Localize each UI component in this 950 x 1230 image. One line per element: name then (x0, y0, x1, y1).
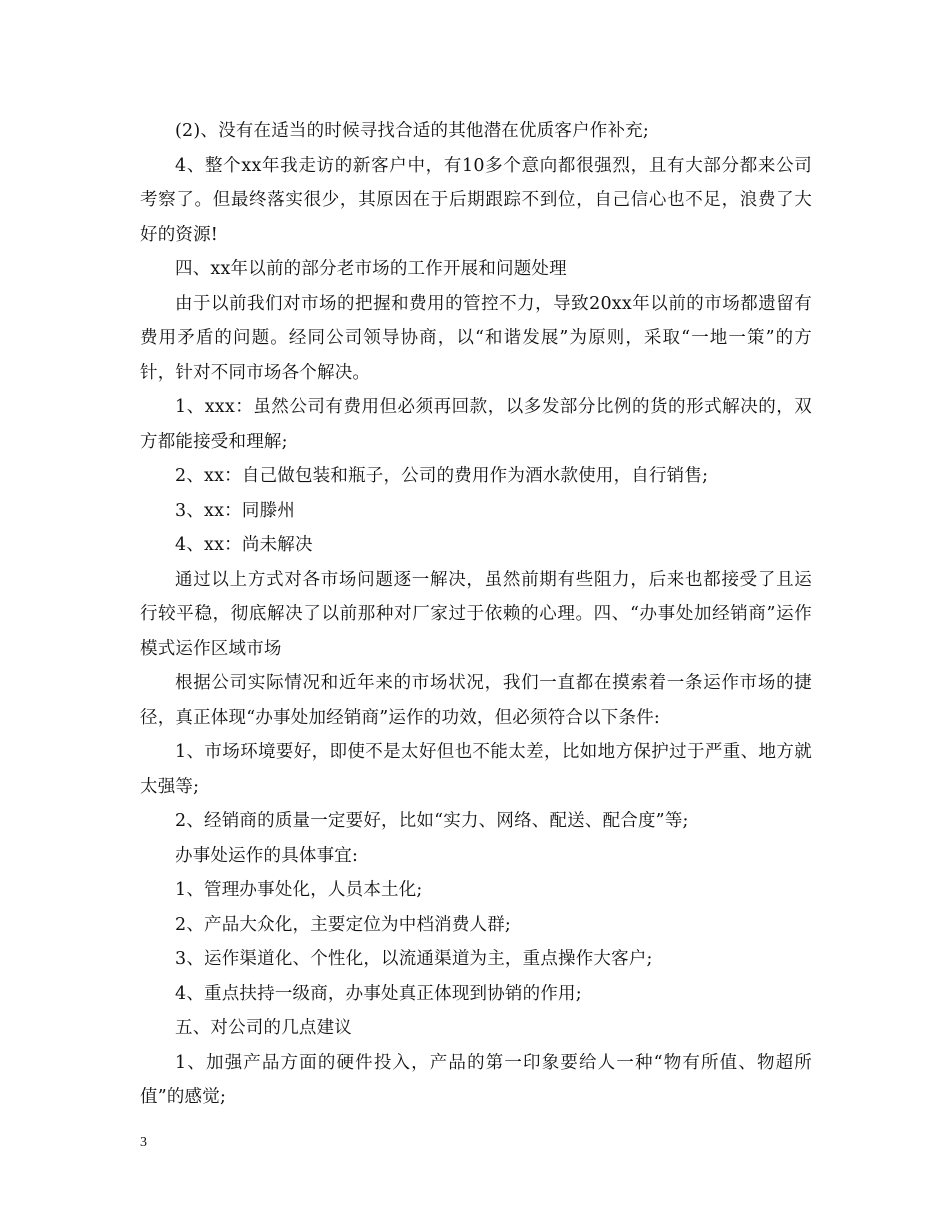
list-item: 1、xxx：虽然公司有费用但必须再回款，以多发部分比例的货的形式解决的，双方都能接受和理解; (140, 397, 812, 452)
paragraph: 通过以上方式对各市场问题逐一解决，虽然前期有些阻力，后来也都接受了且运行较平稳，彻底解决了以前那种对厂家过于依赖的心理。四、“办事处加经销商”运作模式运作区域市场 (140, 569, 812, 659)
section-heading: 四、xx年以前的部分老市场的工作开展和问题处理 (175, 259, 567, 279)
list-item: 2、经销商的质量一定要好，比如“实力、网络、配送、配合度”等; (175, 811, 689, 831)
section-heading: 五、对公司的几点建议 (175, 1018, 352, 1038)
list-item: 4、重点扶持一级商，办事处真正体现到协销的作用; (175, 983, 582, 1004)
list-item: 2、xx：自己做包装和瓶子，公司的费用作为酒水款使用，自行销售; (175, 466, 709, 486)
document-body (140, 114, 812, 1115)
list-item: 1、市场环境要好，即使不是太好但也不能太差，比如地方保护过于严重、地方就太强等; (140, 742, 812, 797)
list-item: 4、xx：尚未解决 (175, 535, 313, 555)
list-item: 1、加强产品方面的硬件投入，产品的第一印象要给人一种“物有所值、物超所值”的感觉; (140, 1052, 812, 1107)
paragraph: 根据公司实际情况和近年来的市场状况，我们一直都在摸索着一条运作市场的捷径，真正体现“办事处加经销商”运作的功效，但必须符合以下条件: (140, 673, 812, 728)
paragraph: 由于以前我们对市场的把握和费用的管控不力，导致20xx年以前的市场都遗留有费用矛盾的问题。经同公司领导协商，以“和谐发展”为原则，采取“一地一策”的方针，针对不同市场各个解决。 (140, 293, 812, 383)
list-item: 3、xx：同滕州 (175, 500, 295, 521)
list-item: 3、运作渠道化、个性化，以流通渠道为主，重点操作大客户; (175, 949, 653, 969)
list-item: 1、管理办事处化，人员本土化; (175, 880, 423, 900)
page-number: 3 (140, 1135, 147, 1150)
paragraph: 4、整个xx年我走访的新客户中，有10多个意向都很强烈，且有大部分都来公司考察了。但最终落实很少，其原因在于后期跟踪不到位，自己信心也不足，浪费了大好的资源! (140, 155, 812, 245)
paragraph: (2)、没有在适当的时候寻找合适的其他潜在优质客户作补充; (175, 121, 649, 141)
list-item: 2、产品大众化，主要定位为中档消费人群; (175, 914, 512, 935)
subheading: 办事处运作的具体事宜: (175, 845, 359, 866)
